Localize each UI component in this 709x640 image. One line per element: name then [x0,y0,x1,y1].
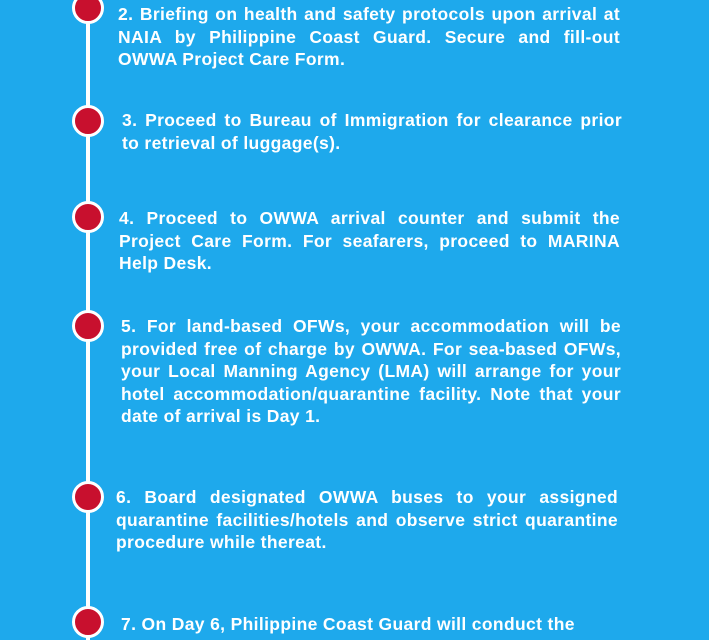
timeline-dot [72,310,104,342]
step-text: 4. Proceed to OWWA arrival counter and submit the Project Care Form. For seafarers, proceed to MARINA Help Desk. [119,208,620,274]
step-text: 7. On Day 6, Philippine Coast Guard will conduct the [121,614,575,634]
step-text: 2. Briefing on health and safety protocols upon arrival at NAIA by Philippine Coast Guard. Secure and fill-out OWWA Project Care Form. [118,4,620,70]
timeline-dot [72,481,104,513]
timeline-dot [72,105,104,137]
timeline-dot [72,201,104,233]
step-text: 3. Proceed to Bureau of Immigration for clearance prior to retrieval of luggage(s). [122,110,622,153]
step-text: 6. Board designated OWWA buses to your assigned quarantine facilities/hotels and observe strict quarantine procedure while thereat. [116,487,618,553]
step-text: 5. For land-based OFWs, your accommodation will be provided free of charge by OWWA. For sea-based OFWs, your Local Manning Agency (LMA) will arrange for your hotel accommodation/quarantine facility. Note that your date of arrival is Day 1. [121,316,621,427]
timeline-dot [72,606,104,638]
timeline-dot [72,0,104,24]
